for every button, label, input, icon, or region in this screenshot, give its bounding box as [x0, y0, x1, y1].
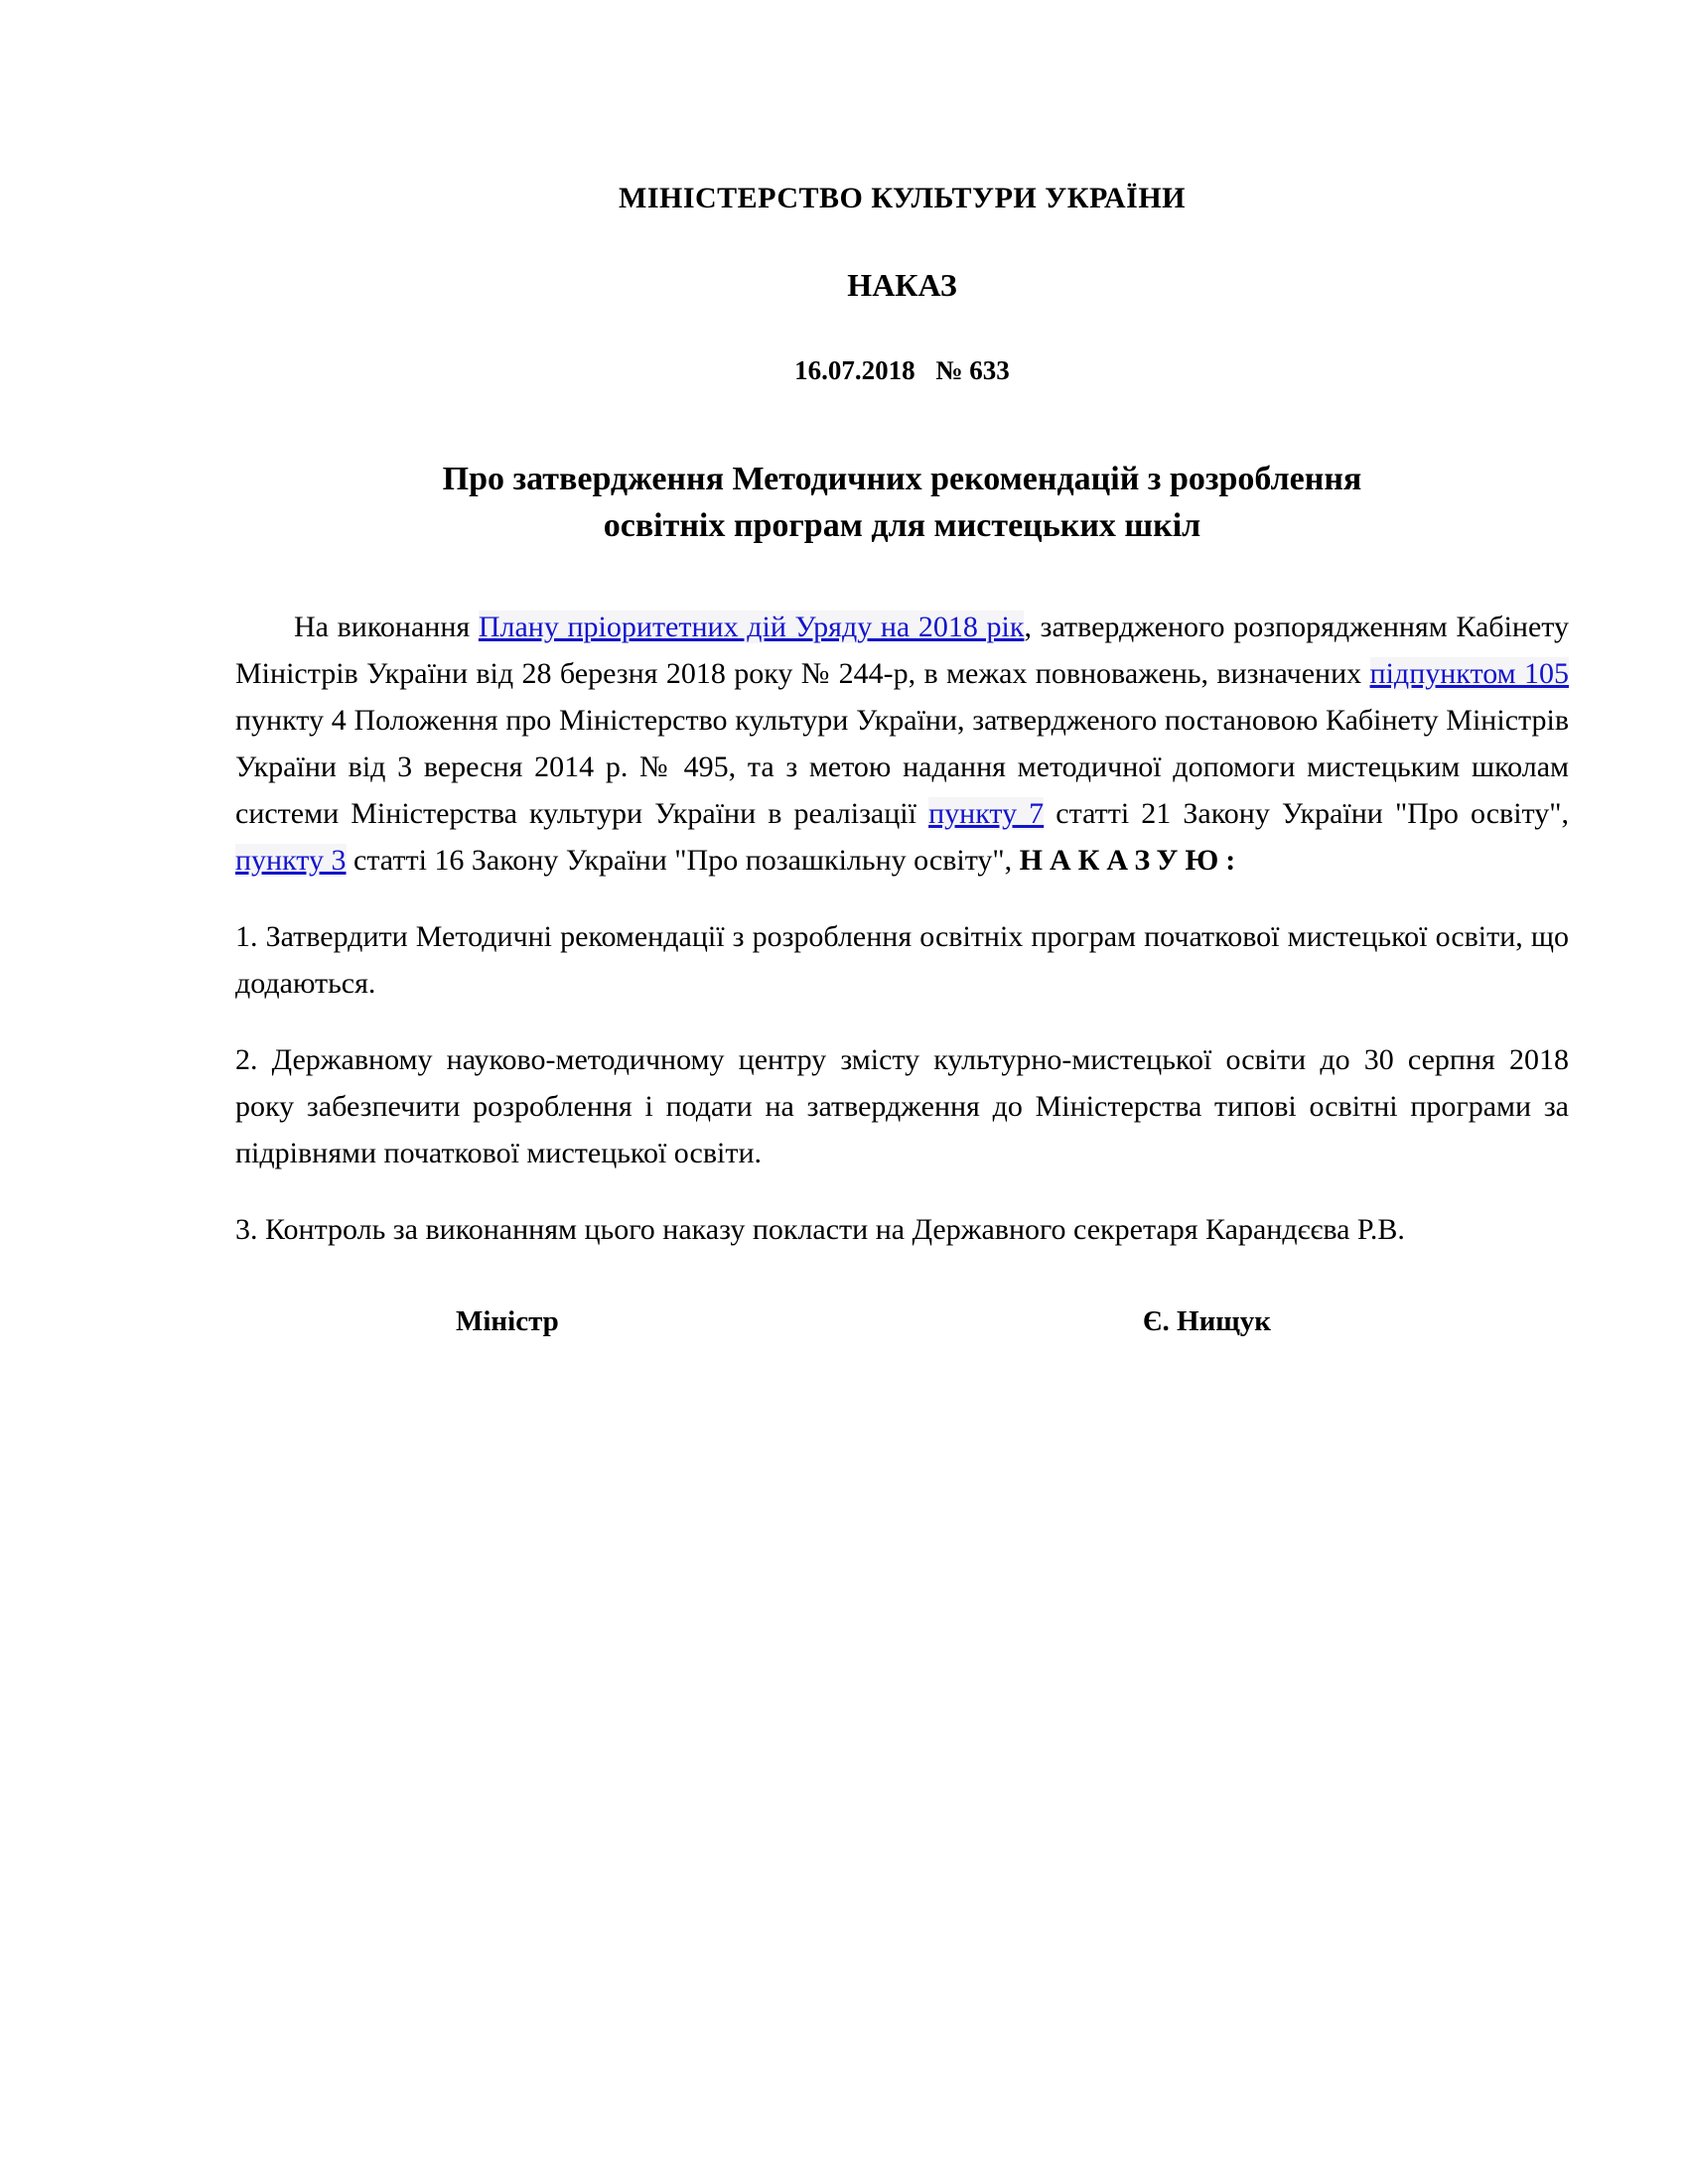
document-title-line-1: Про затвердження Методичних рекомендацій з розроблення: [442, 461, 1362, 498]
preamble-text: , затвердженого розпорядженням Кабінету Міністрів України від 28 березня 2018 року № 244-р, в межах повноважень, визначених: [235, 611, 1569, 691]
document-number: № 633: [935, 354, 1010, 385]
date-number-line: [235, 356, 1569, 386]
decree-word: НАКАЗУЮ:: [1019, 844, 1243, 878]
preamble-paragraph: [235, 604, 1569, 884]
preamble-text: статті 21 Закону України "Про освіту",: [1044, 797, 1569, 831]
document-title-line-2: освітніх програм для мистецьких шкіл: [603, 507, 1201, 545]
order-item-3: 3. Контроль за виконанням цього наказу покласти на Державного секретаря Карандєєва Р.В.: [235, 1213, 1405, 1247]
signature-block: [235, 1304, 1569, 1339]
inline-link[interactable]: пункту 3: [235, 844, 347, 878]
document-type-heading: НАКАЗ: [847, 266, 957, 303]
order-item-1: 1. Затвердити Методичні рекомендації з розроблення освітніх програм початкової мистецької освіти, що додаються.: [235, 920, 1569, 1001]
inline-link[interactable]: Плану пріоритетних дій Уряду на 2018 рік: [478, 611, 1025, 644]
preamble-text: пункту 4 Положення про Міністерство культури України, затвердженого постановою Кабінету Міністрів України від 3 вересня 2014 р. № 495, та з метою надання методичної допомоги мистецьким школам системи Міністерства культури України в реалізації: [235, 704, 1569, 831]
preamble-text: На виконання: [294, 611, 479, 644]
order-item-2: 2. Державному науково-методичному центру змісту культурно-мистецької освіти до 30 серпня 2018 року забезпечити розроблення і подати на затвердження до Міністерства типові освітні програми за підрівнями початкової мистецької освіти.: [235, 1043, 1569, 1170]
document-date: 16.07.2018: [794, 354, 915, 385]
signatory-role: Міністр: [456, 1305, 559, 1338]
signatory-name: Є. Нищук: [1142, 1305, 1271, 1338]
inline-link[interactable]: пункту 7: [928, 797, 1045, 831]
document-title: [267, 457, 1538, 550]
organization-name: МІНІСТЕРСТВО КУЛЬТУРИ УКРАЇНИ: [619, 182, 1186, 214]
preamble-text: статті 16 Закону України "Про позашкільну освіту",: [346, 844, 1020, 878]
inline-link[interactable]: підпунктом 105: [1369, 657, 1569, 691]
